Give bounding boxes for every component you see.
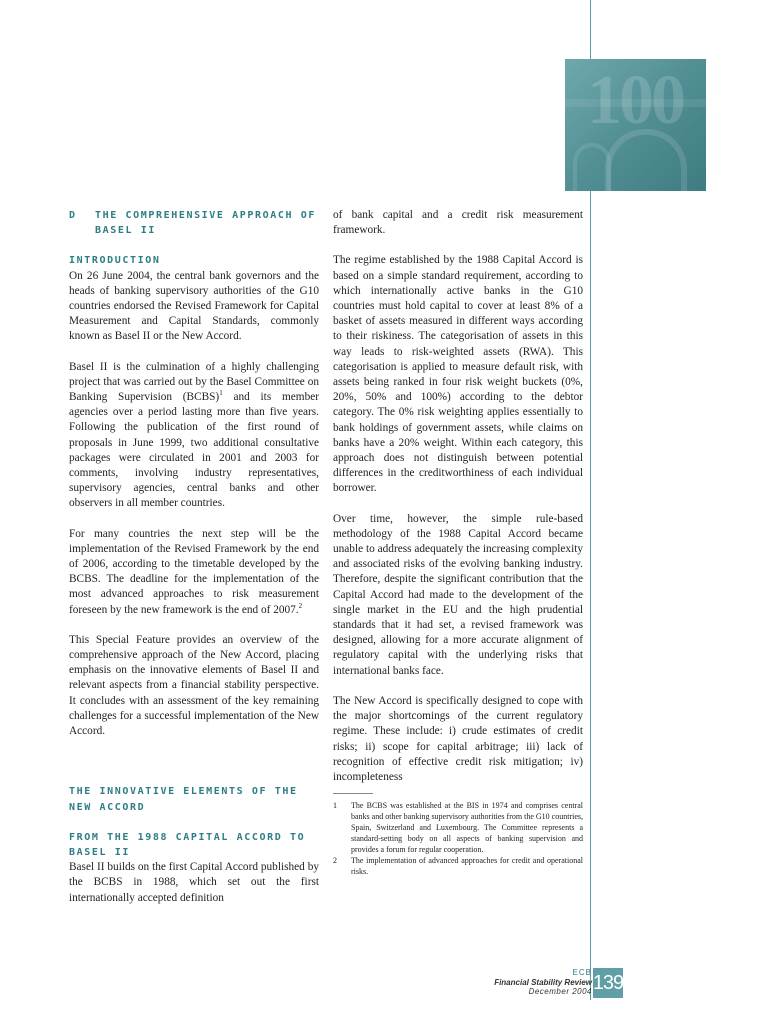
section-letter: D bbox=[69, 210, 77, 221]
footer-publication: Financial Stability Review bbox=[494, 977, 592, 987]
footer-date: December 2004 bbox=[528, 987, 592, 996]
section-title bbox=[69, 208, 319, 238]
page-number: 139 bbox=[593, 968, 623, 998]
intro-paragraph-4: This Special Feature provides an overview of the comprehensive approach of the New Accord, placing emphasis on the innovative elements of Basel II and relevant aspects from a financial stability perspective. It concludes with an assessment of the key remaining challenges for a successful implementation of the New Accord. bbox=[69, 633, 319, 738]
footnote-mark-1[interactable]: 1 bbox=[219, 389, 223, 398]
intro-paragraph-1: On 26 June 2004, the central bank governors and the heads of banking supervisory authorities of the G10 countries endorsed the Revised Framework for Capital Measurement and Capital Standards, commonly known as Basel II or the New Accord. bbox=[69, 269, 319, 343]
left-column bbox=[69, 208, 319, 921]
right-paragraph-1: The regime established by the 1988 Capital Accord is based on a simple standard requirement, according to which internationally active banks in the G10 countries must hold capital to cover at least 8% of a basket of assets measured in different ways according to their riskiness. The categorisation of assets in this way leads to risk-weighted assets (RWA). This categorisation is applied to measure default risk, with assets being ranked in four risk weight buckets (0%, 20%, 50% and 100%) according to the debtor category. The 0% risk weighting applies essentially to bank holdings of government assets, while claims on banks have a 20% weight. Within each category, this approach does not distinguish between potential differences in the creditworthiness of each individual borrower. bbox=[333, 254, 583, 495]
right-column bbox=[333, 208, 583, 877]
intro-paragraph-2: Basel II is the culmination of a highly challenging project that was carried out by the Basel Committee on Banking Supervision (BCBS)$^1$ and its member agencies over a period lasting more than five years. Following the publication of the first round of proposals in June 1999, two additional consultative packages were circulated in 2001 and 2003 for comments, involving industry representatives, supervisory agencies, central banks and other observers in all member countries. bbox=[69, 360, 319, 510]
section-title-text: THE COMPREHENSIVE APPROACH OF BASEL II bbox=[95, 210, 316, 237]
subsection-heading: FROM THE 1988 CAPITAL ACCORD TO BASEL II bbox=[69, 831, 306, 858]
introduction-heading: INTRODUCTION bbox=[69, 255, 161, 267]
innovative-heading: THE INNOVATIVE ELEMENTS OF THE NEW ACCORD bbox=[69, 786, 298, 813]
footnote-2: 2 The implementation of advanced approaches for credit and operational risks. bbox=[333, 856, 583, 877]
banknote-image: 100 bbox=[565, 59, 706, 191]
page-footer bbox=[494, 968, 592, 997]
footer-org: ECB bbox=[572, 968, 592, 977]
right-paragraph-2: Over time, however, the simple rule-based methodology of the 1988 Capital Accord became unable to address adequately the increasing complexity and associated risks of the evolving banking industry. Therefore, despite the significant contribution that the Capital Accord had made to the development of the single market in the EU and the high prudential standards that it had set, a revised framework was designed, allowing for a more accurate alignment of regulatory capital with the underlying risks that international banks face. bbox=[333, 512, 583, 677]
innovative-paragraph-cont: of bank capital and a credit risk measurement framework. bbox=[333, 209, 583, 237]
innovative-paragraph: Basel II builds on the first Capital Accord published by the BCBS in 1988, which set out the first internationally accepted definition bbox=[69, 861, 319, 904]
right-paragraph-3: The New Accord is specifically designed to cope with the major shortcomings of the current regulatory regime. These include: i) crude estimates of credit risks; ii) scope for capital arbitrage; iii) lack of recognition of effective credit risk mitigation; iv) incompleteness bbox=[333, 694, 583, 783]
footnote-rule bbox=[333, 793, 373, 794]
intro-paragraph-3: For many countries the next step will be the implementation of the Revised Framework by the end of 2006, according to the timetable developed by the BCBS. The deadline for the implementation of the most advanced approaches to risk measurement foreseen by the new framework is the end of 2007.$^2$ bbox=[69, 527, 319, 616]
footnote-mark-2[interactable]: 2 bbox=[298, 601, 303, 610]
footnote-1: 1 The BCBS was established at the BIS in 1974 and comprises central banks and other banking supervisory authorities from the G10 countries, Spain, Switzerland and Luxembourg. The Committee represents a standard-setting body on all aspects of banking supervision and provides a forum for regular cooperation. bbox=[333, 801, 583, 855]
